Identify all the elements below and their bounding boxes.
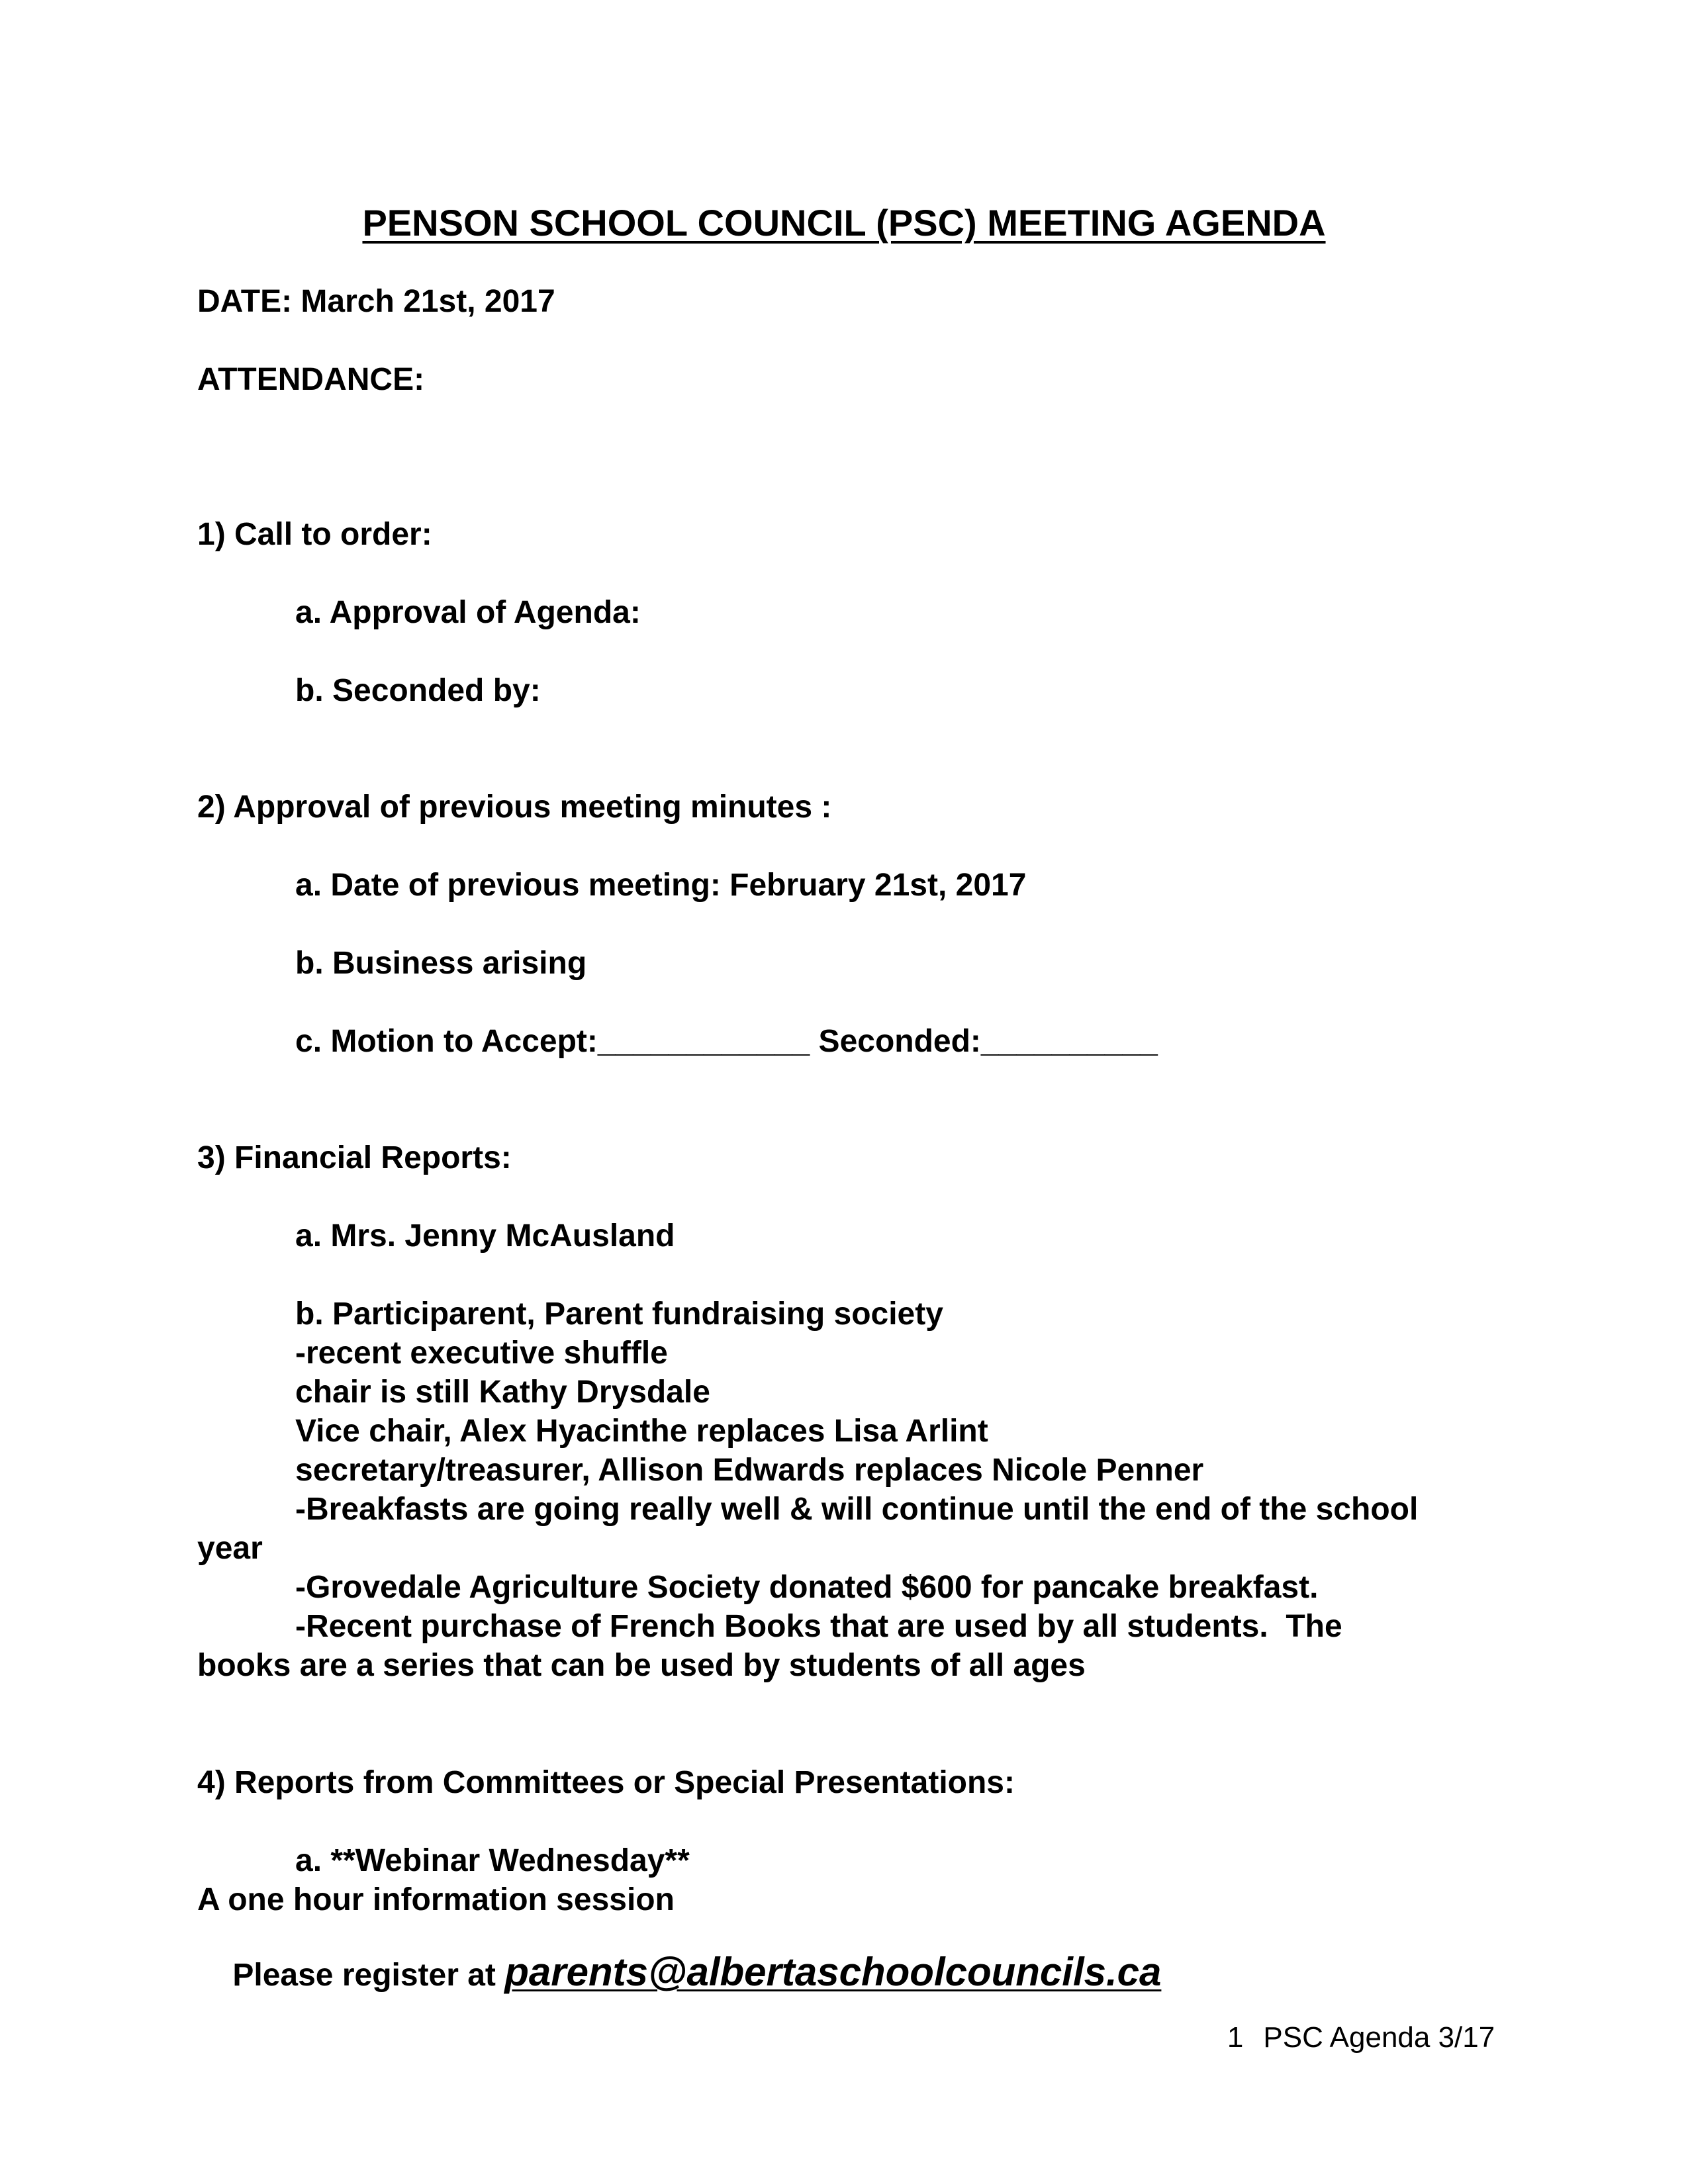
section1-item-a: a. Approval of Agenda: xyxy=(295,595,641,630)
section3-item-b-line: -Grovedale Agriculture Society donated $600 for pancake breakfast. xyxy=(295,1570,1319,1605)
session-description: A one hour information session xyxy=(197,1882,675,1917)
section4-heading: 4) Reports from Committees or Special Presentations: xyxy=(197,1765,1015,1800)
document-title: PENSON SCHOOL COUNCIL (PSC) MEETING AGENDA xyxy=(362,202,1326,244)
register-prefix: Please register at xyxy=(232,1958,505,1993)
section3-item-b-line: year xyxy=(197,1531,263,1566)
section3-item-b-line: -recent executive shuffle xyxy=(295,1336,668,1371)
section1-item-b: b. Seconded by: xyxy=(295,673,541,708)
meeting-date: DATE: March 21st, 2017 xyxy=(197,284,555,319)
register-email-link[interactable]: parents@albertaschoolcouncils.ca xyxy=(504,1950,1162,1994)
section3-heading: 3) Financial Reports: xyxy=(197,1140,512,1175)
section3-item-a: a. Mrs. Jenny McAusland xyxy=(295,1218,675,1253)
section3-item-b-line: books are a series that can be used by students of all ages xyxy=(197,1648,1086,1683)
section2-item-c: c. Motion to Accept:____________ Seconded:__________ xyxy=(295,1024,1158,1059)
section4-item-a: a. **Webinar Wednesday** xyxy=(295,1843,690,1878)
section2-heading: 2) Approval of previous meeting minutes : xyxy=(197,790,832,825)
page-number: 1 xyxy=(1227,2021,1244,2054)
section3-item-b-line: -Recent purchase of French Books that are used by all students. The xyxy=(295,1609,1342,1644)
register-line xyxy=(197,1921,1161,2024)
section2-item-a: a. Date of previous meeting: February 21st, 2017 xyxy=(295,868,1027,903)
section3-item-b-line: Vice chair, Alex Hyacinthe replaces Lisa Arlint xyxy=(295,1414,988,1449)
section3-item-b-line: secretary/treasurer, Allison Edwards replaces Nicole Penner xyxy=(295,1453,1204,1488)
section3-item-b-line: b. Participarent, Parent fundraising society xyxy=(295,1297,943,1332)
section2-item-b: b. Business arising xyxy=(295,946,587,981)
attendance-label: ATTENDANCE: xyxy=(197,362,425,397)
footer-label: PSC Agenda 3/17 xyxy=(1263,2021,1495,2054)
section3-item-b-line: chair is still Kathy Drysdale xyxy=(295,1375,710,1410)
page-footer xyxy=(1195,1988,1495,2087)
section3-item-b-line: -Breakfasts are going really well & will continue until the end of the school xyxy=(295,1492,1419,1527)
section1-heading: 1) Call to order: xyxy=(197,517,432,552)
